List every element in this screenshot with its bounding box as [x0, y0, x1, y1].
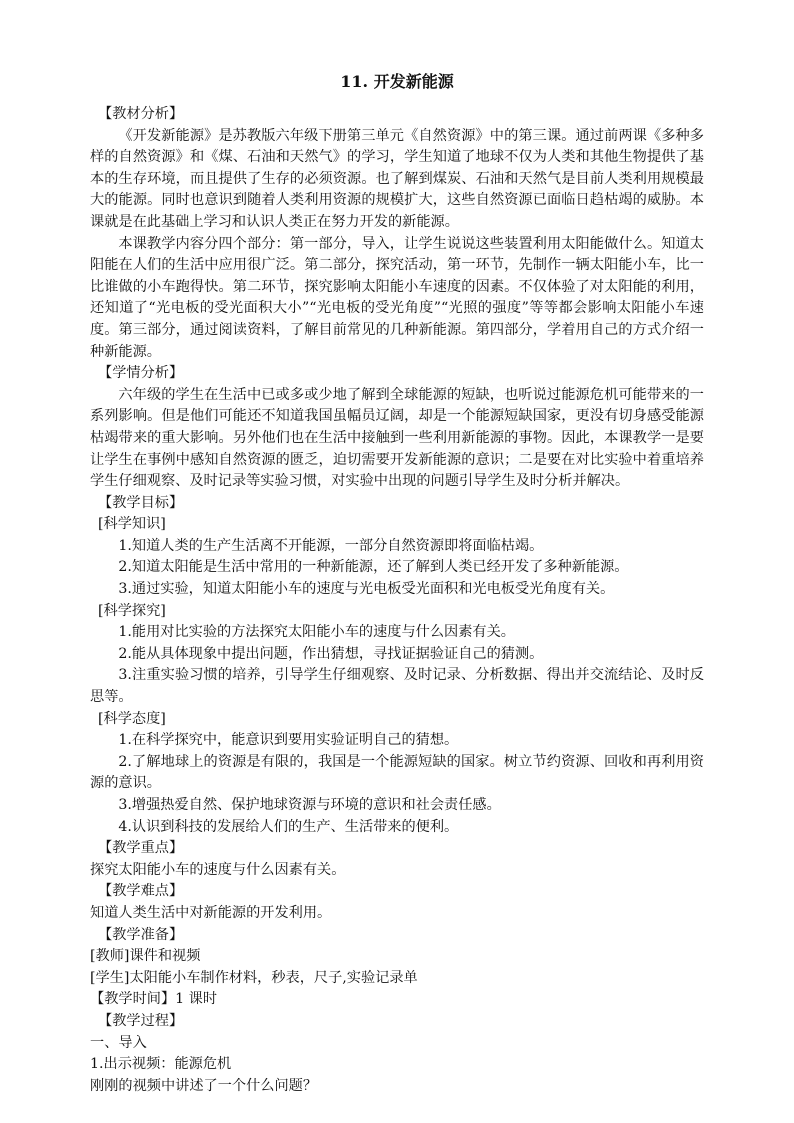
paragraph: 《开发新能源》是苏教版六年级下册第三单元《自然资源》中的第三课。通过前两课《多种多样的自然资源》和《煤、石油和天然气》的学习，学生知道了地球不仅为人类和其他生物提供了基本的生存环境，而且提供了生存的必须资源。也了解到煤炭、石油和天然气是目前人类利用规模最大的能源。同时也意识到随着人类利用资源的规模扩大，这些自然资源已面临日趋枯竭的威胁。本课就是在此基础上学习和认识人类正在努力开发的新能源。 — [90, 127, 704, 230]
paragraph: 知道人类生活中对新能源的开发利用。 — [90, 904, 332, 921]
list-item: 2.能从具体现象中提出问题，作出猜想，寻找证据验证自己的猜测。 — [118, 645, 544, 662]
document-body — [90, 104, 704, 1097]
subheading-taidu: [科学态度] — [98, 710, 166, 727]
heading-nandian: 【教学难点】 — [98, 883, 184, 900]
heading-xueqing: 【学情分析】 — [98, 365, 184, 382]
list-item: 4.认识到科技的发展给人们的生产、生活带来的便利。 — [118, 818, 459, 835]
prep-student: [学生]太阳能小车制作材料，秒表，尺子,实验记录单 — [90, 969, 418, 986]
heading-guocheng: 【教学过程】 — [98, 1012, 184, 1029]
heading-zhunbei: 【教学准备】 — [98, 926, 184, 943]
list-item: 3.增强热爱自然、保护地球资源与环境的意识和社会责任感。 — [118, 797, 501, 813]
list-item: 1.知道人类的生产生活离不开能源，一部分自然资源即将面临枯竭。 — [118, 537, 544, 554]
list-item: 2.知道太阳能是生活中常用的一种新能源，还了解到人类已经开发了多种新能源。 — [118, 559, 629, 576]
heading-shijian: 【教学时间】1 课时 — [90, 991, 218, 1008]
prep-teacher: [教师]课件和视频 — [90, 948, 201, 965]
list-item: 1.在科学探究中，能意识到要用实验证明自己的猜想。 — [118, 732, 459, 749]
heading-zhongdian: 【教学重点】 — [98, 840, 184, 857]
subheading-zhishi: [科学知识] — [98, 516, 166, 533]
list-item: 1.出示视频：能源危机 — [90, 1056, 232, 1073]
document-title: 11. 开发新能源 — [340, 72, 454, 91]
list-item: 3.通过实验，知道太阳能小车的速度与光电板受光面积和光电板受光角度有关。 — [118, 581, 615, 598]
paragraph: 六年级的学生在生活中已或多或少地了解到全球能源的短缺，也听说过能源危机可能带来的一系列影响。但是他们可能还不知道我国虽幅员辽阔，却是一个能源短缺国家，更没有切身感受能源枯竭带来的重大影响。另外他们也在生活中接触到一些利用新能源的事物。因此，本课教学一是要让学生在事例中感知自然资源的匮乏，迫切需要开发新能源的意识；二是要在对比实验中着重培养学生仔细观察、及时记录等实验习惯，对实验中出现的问题引导学生及时分析并解决。 — [90, 386, 704, 490]
paragraph: 刚刚的视频中讲述了一个什么问题？ — [90, 1077, 318, 1094]
subheading-tanjiu: [科学探究] — [98, 602, 166, 619]
paragraph: 本课教学内容分四个部分：第一部分，导入，让学生说说这些装置利用太阳能做什么。知道太阳能在人们的生活中应用很广泛。第二部分，探究活动，第一环节，先制作一辆太阳能小车，比一比谁做的小车跑得快。第二环节，探究影响太阳能小车速度的因素。不仅体验了对太阳能的利用，还知道了“光电板的受光面积大小”“光电板的受光角度”“光照的强度”等等都会影响太阳能小车速度。第三部分，通过阅读资料，了解目前常见的几种新能源。第四部分，学着用自己的方式介绍一种新能源。 — [90, 235, 704, 360]
paragraph: 探究太阳能小车的速度与什么因素有关。 — [90, 861, 346, 878]
heading-mubiao: 【教学目标】 — [98, 494, 184, 511]
heading-jiaocai: 【教材分析】 — [98, 106, 184, 122]
list-item: 2.了解地球上的资源是有限的，我国是一个能源短缺的国家。树立节约资源、回收和再利用资源的意识。 — [90, 753, 704, 792]
list-item: 1.能用对比实验的方法探究太阳能小车的速度与什么因素有关。 — [118, 624, 515, 641]
step-heading: 一、导入 — [90, 1034, 147, 1051]
list-item: 3.注重实验习惯的培养，引导学生仔细观察、及时记录、分析数据、得出并交流结论、及时反思等。 — [90, 667, 704, 706]
